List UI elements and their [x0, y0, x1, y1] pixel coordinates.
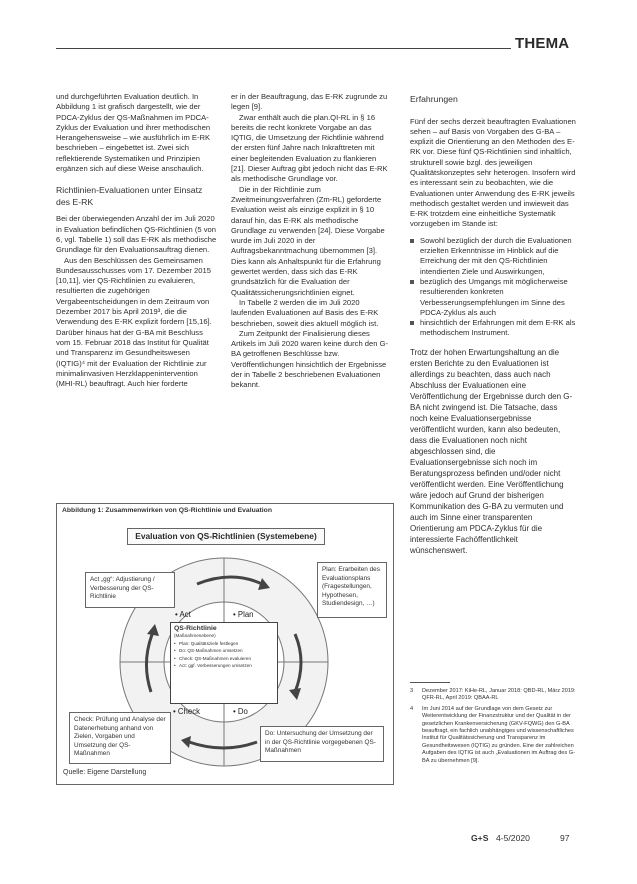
list-item: hinsichtlich der Erfahrungen mit dem E-RK als methodischem Instrument.: [410, 318, 576, 339]
footnote: [410, 688, 576, 703]
paragraph: Fünf der sechs derzeit beauftragten Evaluationen sehen – auf Basis von Vorgaben des G-BA – explizit die Orientierung an den Methoden des E-RK vor. Diese fünf QS-Richtlinien sind inhaltlich, strukturell sowie bzgl. des jeweiligen Qualitätskonzeptes sehr heterogen. Insofern wird es interessant sein zu beobachten, wie die Evaluationen unter Anwendung des E-RK jeweils methodisch gestaltet werden und inwieweit das E-RK trotzdem eine einheitliche Systematik vorzugeben im Stande ist:: [410, 116, 576, 229]
column-2: [231, 92, 393, 391]
section-title: THEMA: [515, 35, 570, 52]
paragraph: Aus den Beschlüssen des Gemeinsamen Bundesausschusses vom 17. Dezember 2015 [10,11], vier QS-Richtlinien zu evaluieren, resultierten die zugehörigen Vergabeentscheidungen in dem Zeitraum von Dezember 2017 bis April 2019³, die die Verwendung des E-RK explizit fordern [15,16]. Darüber hinaus hat der G-BA mit Beschluss vom 15. Februar 2018 das Institut für Qualität und Transparenz im Gesundheitswesen (IQTIG)⁴ mit der Evaluation der Richtlinie zur minimalinvasiven Herzklappenintervention (MHI-RL) beauftragt. Auch hier forderte: [56, 255, 212, 389]
footnote: [410, 706, 576, 765]
do-note: Do: Untersuchung der Umsetzung der in der QS-Richtlinie vorgegebenen QS-Maßnahmen: [260, 726, 384, 762]
footnote-number: 3: [410, 688, 414, 694]
footnote-text: Dezember 2017: KiHe-RL, Januar 2018: QBD-RL, März 2019: QFR-RL, April 2019: QBAA-RL: [422, 688, 576, 702]
section-heading: Richtlinien-Evaluationen unter Einsatz des E-RK: [56, 185, 203, 207]
page-number: 97: [560, 833, 570, 843]
label-check: • Check: [173, 707, 200, 716]
center-item: • Act: ggf. Verbesserungen umsetzen: [174, 663, 274, 669]
paragraph: er in der Beauftragung, das E-RK zugrunde zu legen [9].: [231, 92, 388, 112]
paragraph: Trotz der hohen Erwartungshaltung an die ersten Berichte zu den Evaluationen ist allerdings zu beachten, dass auch nach Abschluss der Evaluationen eine Veröffentlichung der Ergebnisse durch den G-BA nicht zwingend ist. Die Tatsache, dass noch keine Evaluationsergebnisse veröffentlicht wurden, kann also bedeuten, dass die Evaluationen noch nicht abgeschlossen sind, die Evaluationsergebnisse sich noch im Beratungsprozess befinden und/oder nicht veröffentlicht werden. Eine Veröffentlichung wäre jedoch auf Grund der bisherigen Kommunikation des G-BA zu vermuten und auch im Sinne einer transparenten Orientierung am PDCA-Zyklus für die interessierte Fachöffentlichkeit wünschenswert.: [410, 347, 573, 555]
paragraph: Bei der überwiegenden Anzahl der im Juli 2020 in Evaluation befindlichen QS-Richtlinien (5 von 6, vgl. Tabelle 1) soll das E-RK als methodische Grundlage für den Evaluationsauftrag dienen.: [56, 214, 217, 255]
footnote-rule: [410, 682, 450, 683]
paragraph: Zwar enthält auch die plan.QI-RL in § 16 bereits die recht konkrete Vorgabe an das IQTIG, die Umsetzung der Richtlinie während der ersten fünf Jahre nach Inkrafttreten mit einer begleitenden Evaluation zu flankieren [21]. Dieser Auftrag gibt jedoch nicht das E-RK als methodische Grundlage vor.: [231, 112, 388, 184]
figure-caption: Abbildung 1: Zusammenwirken von QS-Richtlinie und Evaluation: [62, 507, 272, 514]
center-item: • Plan: Qualitätsziele festlegen: [174, 641, 274, 647]
list-item: bezüglich des Umgangs mit möglicherweise resultierenden konkreten Verbesserungsempfehlungen im Sinne des PDCA-Zyklus als auch: [410, 277, 576, 318]
label-act: • Act: [175, 610, 191, 619]
column-1: [56, 92, 217, 389]
bullet-list: [410, 236, 576, 339]
section-heading: Erfahrungen: [410, 94, 458, 104]
center-list: [174, 641, 274, 669]
journal-brand: G+S: [471, 833, 489, 843]
center-title: QS-Richtlinie: [174, 625, 217, 632]
center-item: • Do: QS-Maßnahmen umsetzen: [174, 648, 274, 654]
paragraph: Zum Zeitpunkt der Finalisierung dieses Artikels im Juli 2020 waren keine durch den G-BA getroffenen Beschlüsse bzw. Veröffentlichungen hinsichtlich der Ergebnisse der in Tabelle 2 beschriebenen Evaluationen bekannt.: [231, 328, 389, 390]
footnote-number: 4: [410, 705, 414, 712]
list-item: Sowohl bezüglich der durch die Evaluationen erzielten Erkenntnisse im Hinblick auf die Erreichung der mit den QS-Richtlinien intendierten Ziele und Auswirkungen,: [410, 236, 576, 277]
issue-number: 4-5/2020: [496, 833, 530, 843]
label-plan: • Plan: [233, 610, 254, 619]
center-subtitle: (Maßnahmenebene): [174, 633, 216, 638]
act-note: Act „gg“: Adjustierung / Verbesserung der QS-Richtlinie: [85, 572, 175, 608]
header-rule: [56, 48, 511, 49]
footnotes: [410, 688, 576, 768]
paragraph: Die in der Richtlinie zum Zweitmeinungsverfahren (Zm-RL) geforderte Evaluation weist als einzige explizit in § 10 darauf hin, das E-RK als methodische Grundlage zu verwenden [24]. Diese Vorgabe wurde im Juli 2020 in der Auftragsbekanntmachung übernommen [3]. Dies kann als Anhaltspunkt für die Erfahrung gewertet werden, dass sich das E-RK grundsätzlich für die Evaluation der Qualitätssicherungsrichtlinien eignet.: [231, 184, 385, 297]
check-note: Check: Prüfung und Analyse der Datenerhebung anhand von Zielen, Vorgaben und Umsetzung der QS-Maßnahmen: [69, 712, 171, 764]
center-item: • Check: QS-Maßnahmen evaluieren: [174, 656, 274, 662]
paragraph: In Tabelle 2 werden die im Juli 2020 laufenden Evaluationen auf Basis des E-RK beschrieben, soweit dies aktuell möglich ist.: [231, 297, 379, 328]
figure-pdca: [56, 503, 394, 785]
footnote-text: Im Juni 2014 auf der Grundlage von dem Gesetz zur Weiterentwicklung der Finanzstruktur und der Qualität in der gesetzlichen Krankenversicherung (GKV-FQWG) den G-BA beauftragt, ein fachlich unabhängiges und wissenschaftliches Institut für Qualitätssicherung und Transparenz im Gesundheitswesen (IQTIG) zu gründen. Eine der zahlreichen Aufgaben des IQTIG ist auch „Evaluationen im Auftrag des G-BA zu übernehmen [9].: [422, 705, 575, 764]
figure-source: Quelle: Eigene Darstellung: [63, 769, 147, 776]
label-do: • Do: [233, 707, 248, 716]
center-box: [170, 622, 278, 704]
plan-note: Plan: Erarbeiten des Evaluationsplans (Fragestellungen, Hypothesen, Studiendesign, …): [317, 562, 387, 618]
paragraph: und durchgeführten Evaluation deutlich. In Abbildung 1 ist grafisch dargestellt, wie der PDCA-Zyklus der QS-Maßnahmen im PDCA-Zyklus der Evaluation und ihrer methodischen Herangehensweise – wie ausführlich im E-RK beschrieben – eingebettet ist. Zwei sich reflektierende Systematiken und Prinzipien ergänzen sich auf diese Weise anschaulich.: [56, 92, 211, 174]
figure-title: Evaluation von QS-Richtlinien (Systemebene): [127, 528, 325, 545]
